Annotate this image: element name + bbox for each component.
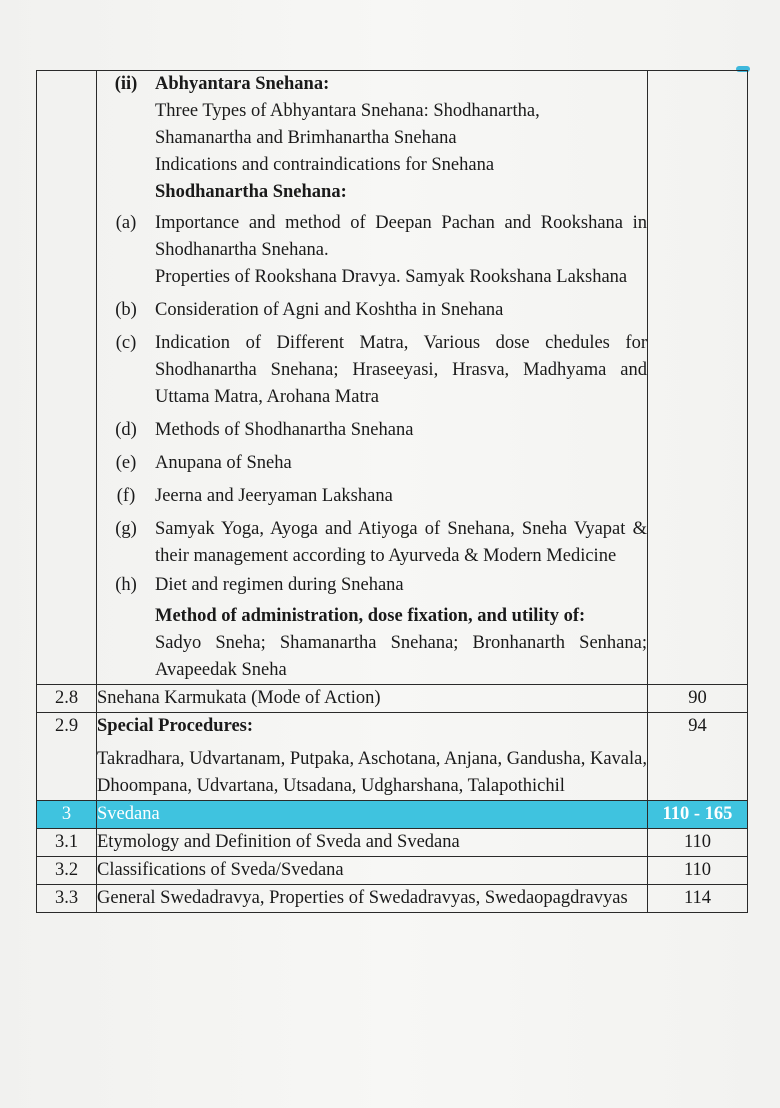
item-text: Samyak Yoga, Ayoga and Atiyoga of Snehana, Sneha Vyapat & their management according to Ayurveda & Modern Medicine	[155, 519, 647, 566]
table-row	[37, 713, 748, 801]
item-text: Jeerna and Jeeryaman Lakshana	[155, 486, 393, 506]
row-number: 3.2	[37, 857, 97, 885]
section-page-range: 110 - 165	[648, 801, 748, 829]
row-description: Etymology and Definition of Sveda and Svedana	[97, 829, 648, 857]
text-line: Shamanartha and Brimhanartha Snehana	[155, 128, 457, 148]
row-number: 3.1	[37, 829, 97, 857]
row-description: General Swedadravya, Properties of Swedadravyas, Swedaopagdravyas	[97, 885, 648, 913]
item-label: (g)	[115, 519, 137, 539]
item-text: Methods of Shodhanartha Snehana	[155, 420, 414, 440]
contents-table	[36, 70, 748, 913]
table-row	[37, 829, 748, 857]
section-title: Svedana	[97, 801, 648, 829]
row-page: 90	[648, 685, 748, 713]
row-page: 114	[648, 885, 748, 913]
row-page: 94	[648, 713, 748, 801]
item-label: (e)	[115, 453, 137, 473]
item-text: Importance and method of Deepan Pachan and Rookshana in Shodhanartha Snehana.	[155, 213, 647, 260]
item-text: Diet and regimen during Snehana	[155, 575, 404, 595]
item-label: (a)	[115, 213, 137, 233]
row-description	[97, 713, 648, 801]
special-procedures-list: Takradhara, Udvartanam, Putpaka, Aschotana, Anjana, Gandusha, Kavala, Dhoompana, Udvartana, Utsadana, Udgharshana, Talapothichil	[97, 749, 647, 796]
item-label: (c)	[115, 333, 137, 353]
section-row	[37, 801, 748, 829]
item-label: (f)	[116, 486, 136, 506]
item-label: (ii)	[114, 74, 138, 94]
item-label: (b)	[115, 300, 137, 320]
item-label: (h)	[115, 575, 137, 595]
section-heading: Abhyantara Snehana:	[155, 74, 330, 94]
table-row	[37, 857, 748, 885]
text-line: Three Types of Abhyantara Snehana: Shodhanartha,	[155, 101, 540, 121]
item-text: Properties of Rookshana Dravya. Samyak Rookshana Lakshana	[155, 267, 628, 287]
row-page: 110	[648, 857, 748, 885]
row-number: 2.8	[37, 685, 97, 713]
item-text: Consideration of Agni and Koshtha in Snehana	[155, 300, 504, 320]
item-label: (d)	[115, 420, 137, 440]
section-number: 3	[37, 801, 97, 829]
row-description: Classifications of Sveda/Svedana	[97, 857, 648, 885]
sub-heading: Shodhanartha Snehana:	[155, 182, 347, 202]
table-row	[37, 685, 748, 713]
special-procedures-heading: Special Procedures:	[97, 716, 254, 736]
table-row	[37, 71, 748, 685]
table-row	[37, 885, 748, 913]
method-text: Sadyo Sneha; Shamanartha Snehana; Bronhanarth Senhana; Avapeedak Sneha	[155, 633, 647, 680]
row-description: Snehana Karmukata (Mode of Action)	[97, 685, 648, 713]
row-number: 3.3	[37, 885, 97, 913]
row-number	[37, 71, 97, 685]
method-heading: Method of administration, dose fixation, and utility of:	[155, 606, 586, 626]
row-page	[648, 71, 748, 685]
row-description	[97, 71, 648, 685]
item-text: Anupana of Sneha	[155, 453, 292, 473]
item-text: Indication of Different Matra, Various dose chedules for Shodhanartha Snehana; Hraseeyasi, Hrasva, Madhyama and Uttama Matra, Arohana Matra	[155, 333, 647, 407]
text-line: Indications and contraindications for Snehana	[155, 155, 495, 175]
row-number: 2.9	[37, 713, 97, 801]
row-page: 110	[648, 829, 748, 857]
